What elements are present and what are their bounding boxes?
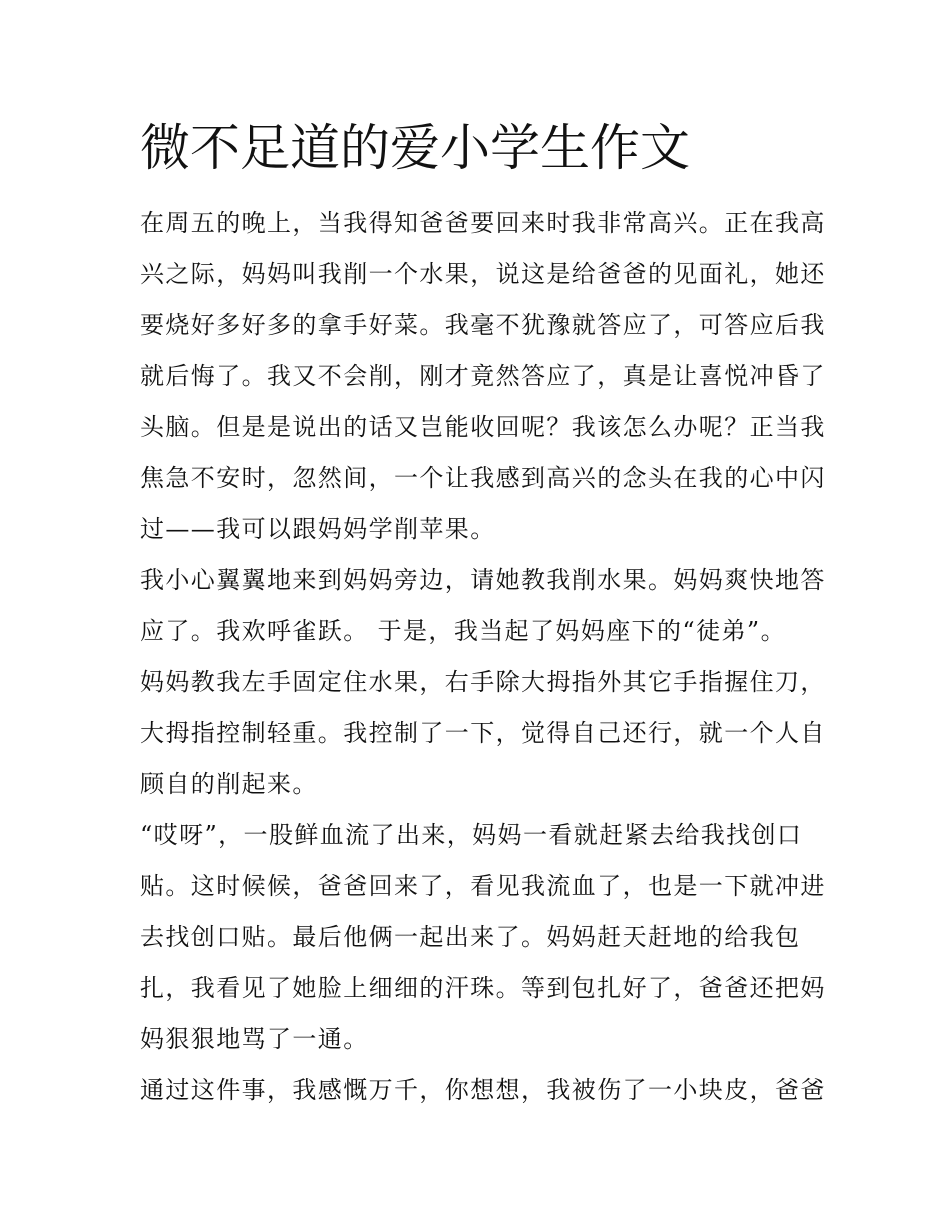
body-line: 过——我可以跟妈妈学削苹果。 [140,515,496,543]
body-line: 妈妈教我左手固定住水果，右手除大拇指外其它手指握住刀， [140,668,826,696]
body-line: 就后悔了。我又不会削，刚才竟然答应了，真是让喜悦冲昏了 [140,362,826,390]
body-line: 要烧好多好多的拿手好菜。我毫不犹豫就答应了，可答应后我 [140,311,826,339]
body-line: 通过这件事，我感慨万千，你想想，我被伤了一小块皮，爸爸 [140,1076,826,1104]
body-line: 扎，我看见了她脸上细细的汗珠。等到包扎好了，爸爸还把妈 [140,974,826,1002]
body-line: 兴之际，妈妈叫我削一个水果，说这是给爸爸的见面礼，她还 [140,260,826,288]
body-line: 焦急不安时，忽然间，一个让我感到高兴的念头在我的心中闪 [140,464,826,492]
body-line: 我小心翼翼地来到妈妈旁边，请她教我削水果。妈妈爽快地答 [140,566,826,594]
body-line: 头脑。但是是说出的话又岂能收回呢？我该怎么办呢？正当我 [140,413,826,441]
body-line: 大拇指控制轻重。我控制了一下，觉得自己还行，就一个人自 [140,719,826,747]
body-line: 贴。这时候候，爸爸回来了，看见我流血了，也是一下就冲进 [140,872,826,900]
document-body [140,198,826,1116]
document-title: 微不足道的爱小学生作文 [140,119,690,177]
body-line: “哎呀”，一股鲜血流了出来，妈妈一看就赶紧去给我找创口 [140,821,803,849]
body-line: 在周五的晚上，当我得知爸爸要回来时我非常高兴。正在我高 [140,209,826,237]
body-line: 顾自的削起来。 [140,770,318,798]
body-line: 去找创口贴。最后他俩一起出来了。妈妈赶天赶地的给我包 [140,923,801,951]
body-line: 妈狠狠地骂了一通。 [140,1025,369,1053]
body-line: 应了。我欢呼雀跃。 于是，我当起了妈妈座下的“徒弟”。 [140,617,786,645]
